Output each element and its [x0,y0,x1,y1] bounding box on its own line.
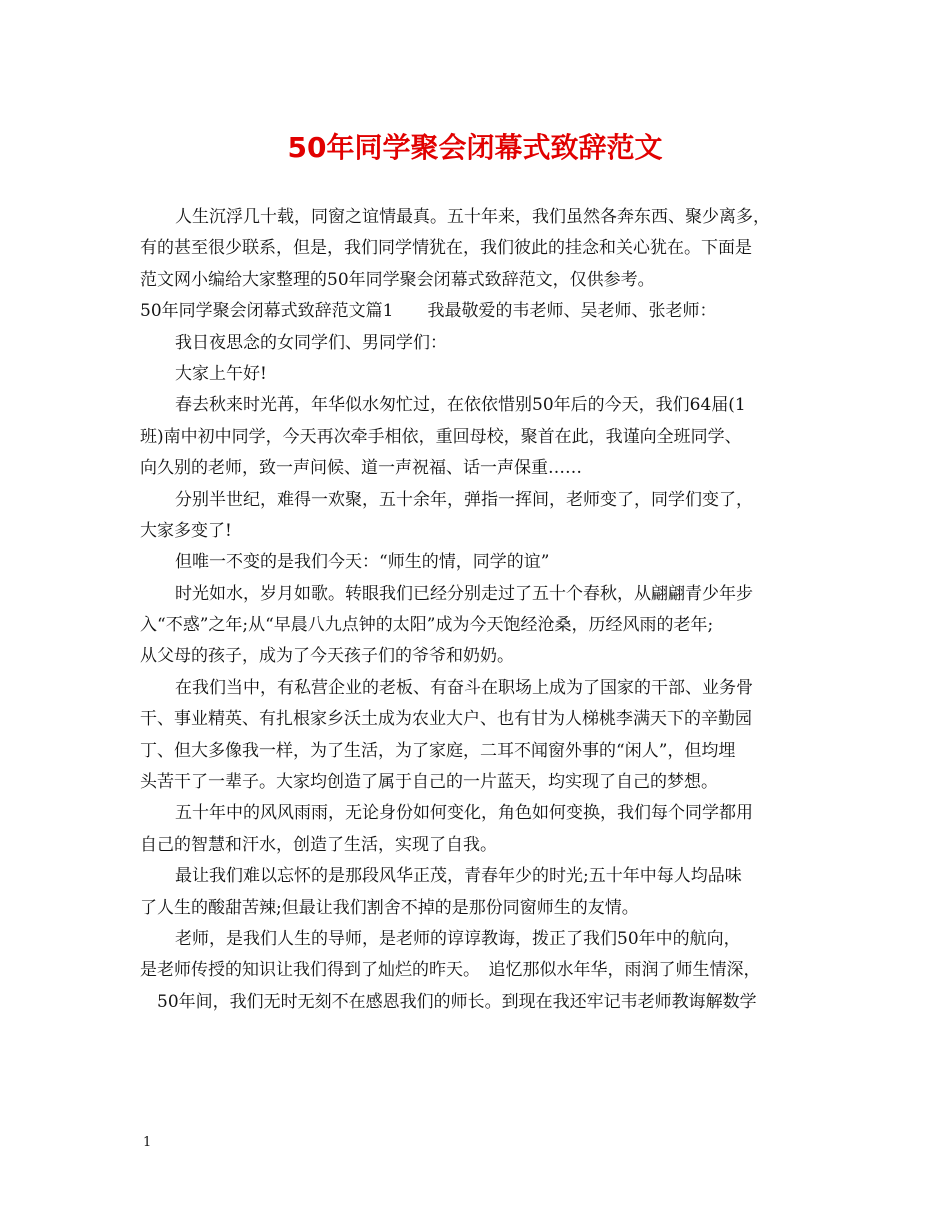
paragraph-line: 人生沉浮几十载，同窗之谊情最真。五十年来，我们虽然各奔东西、聚少离多， [175,207,770,227]
paragraph-line: 但唯一不变的是我们今天：“师生的情，同学的谊” [175,552,550,573]
document-title: 50年同学聚会闭幕式致辞范文 [287,131,663,164]
paragraph-line: 大家上午好! [175,363,267,384]
paragraph-line: 大家多变了! [140,520,232,541]
paragraph-line: 五十年中的风风雨雨，无论身份如何变化，角色如何变换，我们每个同学都用 [175,803,753,824]
paragraph-line: 我日夜思念的女同学们、男同学们： [175,332,447,353]
page-number: 1 [143,1135,152,1150]
paragraph-line: 春去秋来时光苒，年华似水匆忙过，在依依惜别50年后的今天，我们64届(1 [175,395,746,416]
paragraph-line: 范文网小编给大家整理的50年同学聚会闭幕式致辞范文，仅供参考。 [140,269,655,290]
paragraph-line: 有的甚至很少联系，但是，我们同学情犹在，我们彼此的挂念和关心犹在。下面是 [140,238,752,259]
paragraph-line: 在我们当中，有私营企业的老板、有奋斗在职场上成为了国家的干部、业务骨 [175,677,753,698]
paragraph-line: 时光如水，岁月如歌。转眼我们已经分别走过了五十个春秋，从翩翩青少年步 [175,583,753,604]
document-body [140,202,820,1018]
paragraph-line: 分别半世纪，难得一欢聚，五十余年，弹指一挥间，老师变了，同学们变了， [175,489,753,510]
paragraph-line: 头苦干了一辈子。大家均创造了属于自己的一片蓝天，均实现了自己的梦想。 [140,772,718,793]
paragraph-line: 自己的智慧和汗水，创造了生活，实现了自我。 [140,834,497,855]
paragraph-line: 班)南中初中同学，今天再次牵手相依，重回母校，聚首在此，我谨向全班同学、 [140,426,742,447]
paragraph-line: 最让我们难以忘怀的是那段风华正茂，青春年少的时光;五十年中每人均品味 [175,866,742,887]
paragraph-line: 入“不惑”之年;从“早晨八九点钟的太阳”成为今天饱经沧桑，历经风雨的老年; [140,615,714,636]
paragraph-line: 50年同学聚会闭幕式致辞范文篇1 我最敬爱的韦老师、吴老师、张老师： [140,301,717,322]
paragraph-line: 了人生的酸甜苦辣;但最让我们割舍不掉的是那份同窗师生的友情。 [140,897,639,918]
paragraph-line: 从父母的孩子，成为了今天孩子们的爷爷和奶奶。 [140,646,514,667]
paragraph-line: 干、事业精英、有扎根家乡沃土成为农业大户、也有甘为人梯桃李满天下的辛勤园 [140,709,752,730]
paragraph-line: 丁、但大多像我一样，为了生活，为了家庭，二耳不闻窗外事的“闲人”，但均埋 [140,740,736,761]
paragraph-line: 老师，是我们人生的导师，是老师的谆谆教诲，拨正了我们50年中的航向， [175,928,741,949]
paragraph-line: 向久别的老师，致一声问候、道一声祝福、话一声保重…… [140,458,582,479]
paragraph-line: 50年间，我们无时无刻不在感恩我们的师长。到现在我还牢记韦老师教诲解数学 [140,991,757,1012]
paragraph-line: 是老师传授的知识让我们得到了灿烂的昨天。 追忆那似水年华，雨润了师生情深， [140,960,761,981]
